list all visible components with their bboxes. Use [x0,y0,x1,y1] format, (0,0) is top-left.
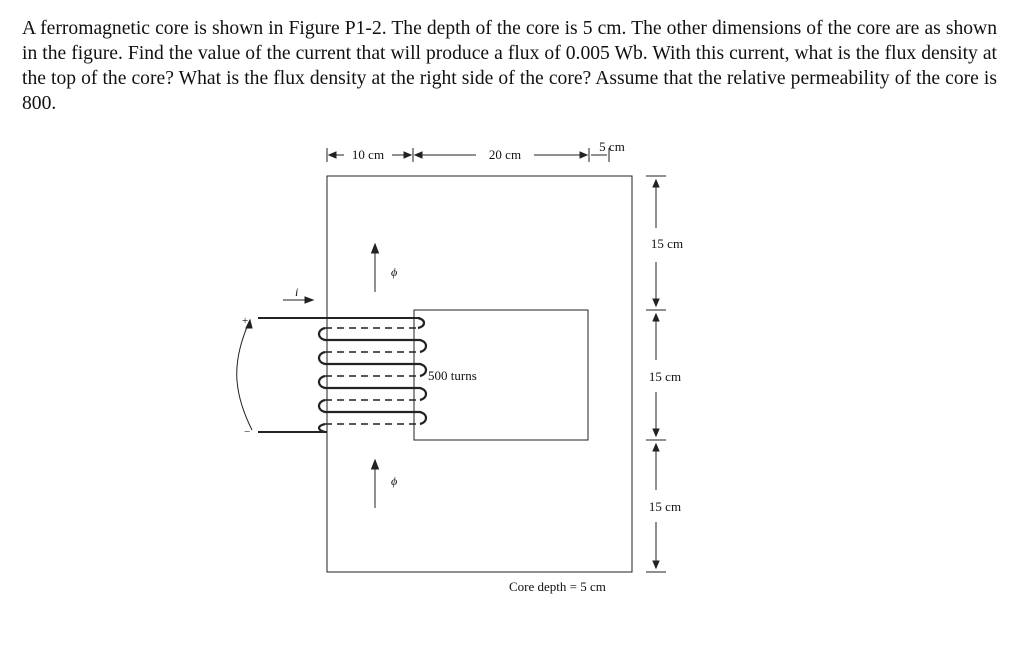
dim-label-middle: 20 cm [488,147,522,162]
core-outer-boundary [327,176,632,572]
dim-label-bottom-right: 15 cm [648,499,682,514]
flux-arrow-bottom [372,460,379,508]
turns-label: 500 turns [428,368,477,383]
winding-leads [258,318,420,432]
problem-statement [22,16,997,116]
core-depth-label: Core depth = 5 cm [509,579,606,594]
dim-label-right: 5 cm [599,139,625,154]
flux-symbol-bottom: ϕ [391,474,398,488]
dim-label-top-right: 15 cm [650,236,684,251]
ferromagnetic-core-figure [200,128,780,618]
plus-sign: + [242,315,249,327]
flux-arrow-top [372,244,379,292]
current-symbol: i [295,285,299,299]
winding-back-turns [325,328,420,424]
winding-coil [319,318,426,432]
flux-symbol-top: ϕ [391,265,398,279]
dim-label-mid-right: 15 cm [648,369,682,384]
voltage-arc [237,320,252,430]
dim-label-left: 10 cm [351,147,385,162]
problem-text: A ferromagnetic core is shown in Figure P1-2. The depth of the core is 5 cm. The other dimensions of the core are as shown in the figure. Find the value of the current that will produce a flux of 0.005 Wb. With this current, what is the flux density at the top of the core? What is the flux density at the right side of the core? Assume that the relative permeability of the core is 800. [22,18,997,114]
minus-sign: − [244,426,251,438]
